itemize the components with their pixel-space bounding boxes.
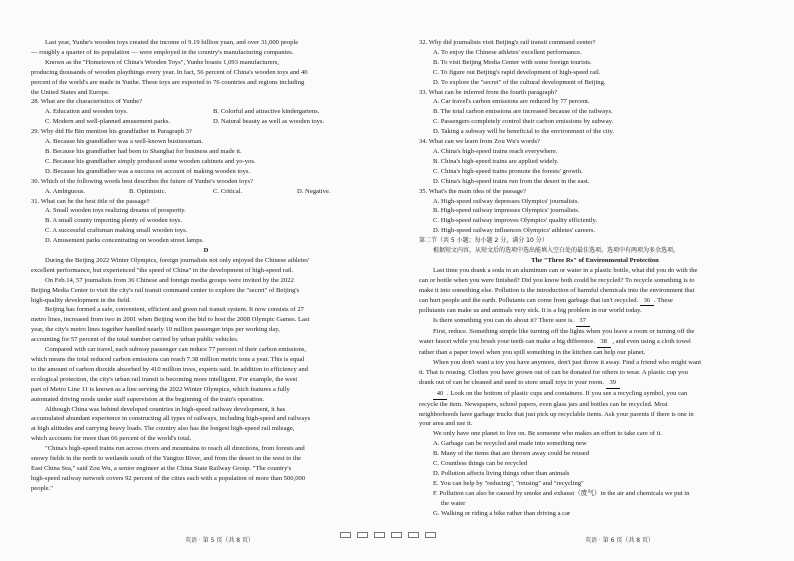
question-stem: 28. What are the characteristics of Yunhe?: [31, 98, 143, 106]
text-line: to the amount of carbon dioxide absorbed by 410 million trees, experts said. In addition to efficiency and: [31, 365, 308, 373]
option-a: A. Small wooden toys realizing dreams of prosperity.: [45, 207, 186, 215]
text-line: On Feb.14, 57 journalists from 36 Chinese and foreign media groups were invited by the 2022: [45, 276, 294, 284]
question-34: [419, 137, 771, 187]
text-line: , and even using a cloth towel: [612, 338, 691, 346]
text-line: Is there something you can do about it? There sure is.: [433, 317, 575, 325]
page-marker: [357, 532, 368, 538]
option-b: B. China's high-speed trains are applied widely.: [433, 157, 559, 165]
blank-39[interactable]: 39: [606, 378, 620, 389]
section-2-title: 第二节（共 5 小题；每小题 2 分，满分 10 分）: [419, 237, 548, 245]
text-line: excellent performance, but experienced "the speed of China" in the development of high-speed rail.: [31, 266, 294, 274]
text-line: pollutants can make us and animals very sick. It is a big problem in our world today.: [419, 307, 642, 315]
question-32: [419, 38, 771, 88]
question-stem: 29. Why did He Bin mention his grandfather in Paragraph 3?: [31, 128, 192, 136]
text-line: Beijing has formed a safe, convenient, efficient and green rail transit system. It now consists of 27: [45, 306, 304, 314]
passage-title: The "Three Rs" of Environmental Protection: [531, 256, 659, 264]
option-e: E. You can help by "reducing", "reusing" and "recycling": [433, 479, 584, 487]
text-line: make it into something else. Pollution is the introduction of harmful chemicals into the environment that: [419, 286, 695, 294]
question-stem: 30. Which of the following words best describes the future of Yunhe's wooden toys?: [31, 177, 254, 185]
option-b: B. Many of the items that are thrown away could be reused: [433, 450, 590, 458]
footer-right: 英语 · 第 6 页（共 8 页）: [585, 537, 654, 544]
option-b: B. The total carbon emissions are increased because of the railways.: [433, 108, 613, 116]
cloze-options: [419, 439, 771, 518]
option-a: A. Because his grandfather was a well-known businessman.: [45, 138, 204, 146]
text-line: "China's high-speed trains run across rivers and mountains to reach all directions, from forests and: [45, 445, 305, 453]
text-line: When you don't want a toy you have anymore, don't just throw it away. Find a friend who might want: [433, 359, 702, 366]
option-d: D. Natural beauty as well as wooden toys.: [213, 118, 325, 126]
option-b: B. Colorful and attractive kindergartens.: [213, 108, 320, 116]
page-thumbnails: [340, 530, 450, 540]
text-line: can hurt people and the earth. Pollutants can come from garbage that isn't recycled.: [419, 296, 639, 304]
option-b: B. Optimistic.: [129, 187, 167, 195]
text-line: neighborhoods have garbage trucks that just pick up recyclable items. Ask your parents if there is one in: [419, 410, 694, 418]
text-line: water faucet while you brush your teeth can make a big difference.: [419, 338, 596, 346]
text-line: First, reduce. Something simple like turning off the lights when you leave a room or turning off the: [433, 328, 695, 336]
option-d: D. Negative.: [297, 187, 331, 195]
option-c: C. Countless things can be recycled: [433, 460, 528, 468]
blank-38[interactable]: 38: [597, 337, 611, 348]
page-marker: [374, 532, 385, 538]
text-line: part of Metro Line 11 is known as a line serving the 2022 Winter Olympics, which features a fully: [31, 385, 290, 393]
option-c: C. High-speed railway improves Olympics' quality efficiently.: [433, 217, 597, 225]
text-line: Look on the bottom of plastic cups and containers. If you see a recycling symbol, you can: [450, 389, 688, 397]
text-line: producing thousands of wooden playthings every year. In fact, 56 percent of China's wooden toys and 40: [31, 68, 308, 76]
option-c: C. Modern and well-planned amusement parks.: [45, 118, 171, 126]
option-c: C. Passengers completely control their carbon emissions by subway.: [433, 118, 614, 126]
question-28: [31, 97, 381, 127]
text-line: it. That is reusing. Clothes you have grown out of can be donated for others to wear. A plastic cup you: [419, 368, 688, 376]
question-stem: 31. What can be the best title of the passage?: [31, 197, 150, 205]
text-line: which accounts for more than 66 percent of the world's total.: [31, 435, 192, 443]
option-d: D. High-speed railway influences Olympics' athletes' careers.: [433, 227, 596, 235]
intro-passage: [31, 38, 381, 97]
blank-36[interactable]: 36: [640, 296, 654, 307]
text-line: Beijing Media Center to visit the city's rail transit command center to explore the "secret" of Beijing's: [31, 286, 300, 294]
option-d: D. Taking a subway will be beneficial to the environment of the city.: [433, 128, 614, 136]
text-line: people.": [31, 484, 53, 492]
page-marker: [391, 532, 402, 538]
text-line: can or bottle when you were finished? Did you know both could be recycled? To recycle something is to: [419, 276, 695, 284]
text-line: at high altitudes and carrying heavy loads. The country also has the longest high-speed rail mileage,: [31, 425, 295, 433]
cloze-passage: Last time you drank a soda in an aluminum can or water in a plastic bottle, what did you do with the can or bottle when you were finished? Did you know both could be recycled? To recycle something is to make it into something else. Pollution is the introduction of harmful chemicals into the environment that can hurt people and the earth. Pollutants can come from garbage that isn't recycled. 36 . These pollutants can make us and animals very sick. It is a big problem in our world today. Is there something you can do about it? There sure is. 37 First, reduce. Something simple like turning off the lights when you leave a room or turning off the water faucet while you brush your teeth can make a big difference. 38 , and even using a cloth towel rather than a paper towel when you spill something in the kitchen can help our planet. When you don't want a toy you have anymore, don't just throw it away. Find a friend who might want it. That is reusing. Clothes you have grown out of can be donated for others to wear. A plastic cup you drank out of can be cleaned and used to store small toys in your room. 39 40 . Look on the bottom of plastic cups and containers. If you see a recycling symbol, you can recycle the item. Newspapers, school papers, even glass jars and bottles can be recycled. Most neighborhoods have garbage trucks that just pick up recyclable items. Ask your parents if there is one in your area and use it. We only have one planet to live on. Be someone who makes an effort to take care of it.: [419, 266, 771, 439]
text-line: the United States and Europe.: [31, 88, 110, 96]
text-line: Although China was behind developed countries in high-speed railway development, it has: [45, 405, 286, 413]
text-line: high-speed railway network covers 92 percent of the cities each with a population of more than 500,000: [31, 474, 306, 482]
option-f-continued: the water: [441, 499, 466, 507]
option-c: C. Because his grandfather simply produced some wooden cabinets and yo-yos.: [45, 157, 256, 165]
text-line: which means the total reduced carbon emissions can reach 7.38 million metric tons a year. This is equal: [31, 356, 305, 363]
text-line: year, the city's metro lines together handled nearly 10 million passenger trips per working day,: [31, 326, 280, 334]
question-31: [31, 197, 381, 247]
option-a: A. Education and wooden toys.: [45, 108, 128, 116]
option-d: D. Pollution affects living things other than animals: [433, 469, 570, 477]
option-c: C. A successful craftsman making small wooden toys.: [45, 227, 188, 235]
option-d: D. To explore the "secret" of the cultural development of Beijing.: [433, 78, 606, 86]
option-b: B. To visit Beijing Media Center with some foreign tourists.: [433, 58, 592, 66]
text-line: Known as the "Hometown of China's Wooden Toys", Yunhe boasts 1,093 manufacturers,: [45, 58, 280, 66]
text-line: Compared with car travel, each subway passenger can reduce 77 percent of their carbon emissions,: [45, 346, 307, 354]
footer-left: 英语 · 第 5 页（共 8 页）: [185, 537, 254, 544]
question-33: [419, 88, 771, 138]
option-b: B. High-speed railway impresses Olympics' journalists.: [433, 207, 580, 215]
page-marker: [340, 532, 351, 538]
text-line: ecological protection, the city's urban rail transit is becoming more intelligent. For example, the west: [31, 375, 298, 383]
page-marker: [425, 532, 436, 538]
blank-37[interactable]: 37: [576, 316, 590, 327]
question-stem: 32. Why did journalists visit Beijing's rail transit command center?: [419, 39, 596, 46]
option-a: A. Garbage can be recycled and made into something new: [433, 440, 587, 448]
text-line: accumulated abundant experience in constructing all types of railways, including high-speed and railways: [31, 415, 311, 423]
page-marker: [408, 532, 419, 538]
text-line: East China Sea," said Zou Wu, a senior engineer at the China State Railway Group. "The country's: [31, 464, 292, 472]
option-a: A. China's high-speed trains reach everywhere.: [433, 147, 558, 155]
option-d: D. Amusement parks concentrating on wooden street lamps.: [45, 237, 204, 245]
text-line: Last year, Yunhe's wooden toys created the income of 9.19 billion yuan, and over 31,000 people: [45, 39, 299, 46]
question-35: [419, 187, 771, 237]
text-line: During the Beijing 2022 Winter Olympics, foreign journalists not only enjoyed the Chinese athletes': [45, 256, 310, 264]
text-line: metro lines, increased from two in 2001 when Beijing won the bid to host the 2008 Olympic Games. Last: [31, 316, 310, 324]
text-line: We only have one planet to live on. Be someone who makes an effort to take care of it.: [433, 430, 662, 438]
option-g: G. Walking or riding a bike rather than driving a car: [433, 509, 571, 517]
option-b: B. Because his grandfather had been to Shanghai for business and made it.: [45, 147, 242, 155]
option-a: A. Ambiguous.: [45, 187, 86, 195]
option-c: C. China's high-speed trains promote the forests' growth.: [433, 167, 583, 175]
option-d: D. Because his grandfather was a success on account of making wooden toys.: [45, 167, 251, 175]
option-a: A. To enjoy the Chinese athletes' excellent performance.: [433, 48, 582, 56]
text-line: percent of the world's are made in Yunhe. These toys are exported to 76 countries and regions including: [31, 78, 305, 86]
text-line: automated driving mode under staff supervision at the beginning of the train's operation.: [31, 395, 265, 403]
question-29: [31, 127, 381, 177]
section-d-heading: D: [203, 247, 209, 255]
option-f: F. Pollution can also be caused by smoke and exhaust（废气）in the air and chemicals we put in: [433, 489, 690, 497]
text-line: drank out of can be cleaned and used to store small toys in your room.: [419, 378, 605, 386]
question-stem: 35. What's the main idea of the passage?: [419, 187, 526, 195]
text-line: high-quality development in the field.: [31, 296, 131, 304]
option-c: C. To figure out Beijing's rapid development of high-speed rail.: [433, 68, 601, 76]
text-line: These: [657, 296, 673, 304]
option-b: B. A small county importing plenty of wooden toys.: [45, 217, 182, 225]
text-line: Last time you drank a soda in an aluminum can or water in a plastic bottle, what did you do with the: [433, 266, 698, 274]
question-stem: 34. What can we learn from Zou Wu's words?: [419, 138, 540, 146]
text-line: accounting for 57 percent of the total number carried by urban public vehicles.: [31, 336, 239, 344]
passage-d: [31, 256, 381, 494]
text-line: rather than a paper towel when you spill something in the kitchen can help our planet.: [419, 349, 646, 357]
question-30: [31, 177, 381, 197]
left-column: [31, 38, 381, 494]
right-column: [419, 38, 771, 519]
section-2-instruction: 根据短文内容，从短文后的选项中选出能填入空白处的最佳选项。选项中有两项为多余选项。: [433, 247, 680, 255]
option-a: A. High-speed railway depresses Olympics' journalists.: [433, 197, 580, 205]
question-stem: 33. What can be inferred from the fourth paragraph?: [419, 88, 558, 96]
option-d: D. China's high-speed trains run from the desert in the east.: [433, 177, 590, 185]
text-line: recycle the item. Newspapers, school papers, even glass jars and bottles can be recycled. Most: [419, 400, 668, 408]
option-a: A. Car travel's carbon emissions are reduced by 77 percent.: [433, 98, 590, 106]
text-line: your area and use it.: [419, 420, 473, 428]
blank-40[interactable]: 40: [433, 389, 447, 400]
text-line: snowy fields in the north to wetlands south of the Yangtze River, and from the desert in the west to the: [31, 455, 302, 463]
text-line: — roughly a quarter of its population — were employed in the country's manufacturing companies.: [31, 48, 294, 56]
option-c: C. Critical.: [213, 187, 243, 195]
